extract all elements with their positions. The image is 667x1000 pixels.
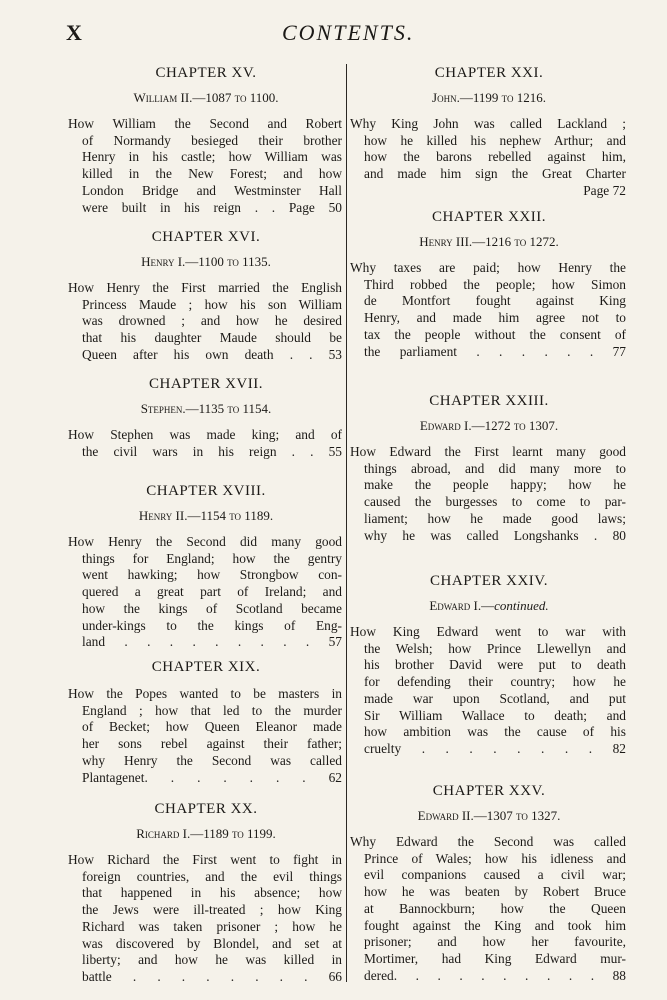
chapter-reign: Stephen.—1135 to 1154.: [140, 401, 272, 416]
summary-line: How Henry the Second did many good: [68, 534, 342, 549]
summary-line: Why King John was called Lackland ;: [350, 116, 626, 131]
summary-line: the parliament . . . . . . 77: [364, 343, 626, 359]
summary-line: that happened in his absence; how: [82, 885, 342, 901]
chapter-heading: CHAPTER XXI.: [434, 65, 544, 81]
chapter-xxiv: [352, 572, 626, 758]
summary-line: how the kings of Scotland became: [82, 600, 342, 616]
chapter-reign: Henry III.—1216 to 1272.: [419, 234, 559, 249]
summary-line: Prince of Wales; how his idleness and: [364, 850, 626, 866]
summary-line: his brother David were put to death: [364, 657, 626, 673]
chapter-summary: [352, 260, 626, 360]
chapter-xxiii: [352, 392, 626, 544]
chapter-summary: [352, 444, 626, 544]
chapter-reign-continued: continued.: [494, 598, 549, 613]
chapter-xix: [70, 658, 342, 786]
summary-line: Princess Maude ; how his son William: [82, 296, 342, 312]
chapter-xx: [70, 800, 342, 986]
summary-line: How the Popes wanted to be masters in: [68, 686, 342, 701]
summary-line: Mortimer, had King Edward mur-: [364, 950, 626, 966]
chapter-heading: CHAPTER XX.: [154, 801, 258, 817]
summary-line: quered a great part of Ireland; and: [82, 584, 342, 600]
summary-line: Henry in his castle; how William was: [82, 149, 342, 165]
page-number: X: [66, 20, 83, 45]
chapter-xvii: [70, 375, 342, 460]
chapter-summary: [352, 834, 626, 984]
summary-line: make the people happy; how he: [364, 477, 626, 493]
chapter-heading: CHAPTER XXV.: [432, 783, 546, 799]
summary-line: Why Edward the Second was called: [350, 834, 626, 849]
summary-line: How William the Second and Robert: [68, 116, 342, 131]
summary-line: liament; how he made good laws;: [364, 510, 626, 526]
summary-line: things abroad, and did many more to: [364, 460, 626, 476]
summary-line: Sir William Wallace to death; and: [364, 707, 626, 723]
summary-line: prisoner; and how her favourite,: [364, 934, 626, 950]
summary-line: land . . . . . . . . . 57: [82, 634, 342, 650]
chapter-reign: William II.—1087 to 1100.: [133, 90, 279, 105]
summary-line: and made him sign the Great Charter: [364, 166, 626, 182]
chapter-summary: [352, 116, 626, 200]
chapter-reign: [352, 598, 626, 614]
summary-line: killed in the New Forest; and how: [82, 166, 342, 182]
page-title: CONTENTS.: [282, 20, 415, 45]
summary-line: the Welsh; how Prince Llewellyn and: [364, 640, 626, 656]
chapter-summary: [70, 686, 342, 786]
summary-line: de Montfort fought against King: [364, 293, 626, 309]
summary-line: foreign countries, and the evil things: [82, 868, 342, 884]
column-divider: [346, 64, 347, 982]
chapter-reign: Edward II.—1307 to 1327.: [417, 808, 561, 823]
chapter-heading: CHAPTER XXIII.: [429, 393, 549, 409]
chapter-heading: CHAPTER XVI.: [151, 229, 261, 245]
summary-line: England ; how that led to the murder: [82, 702, 342, 718]
summary-line: how the barons rebelled against him,: [364, 149, 626, 165]
summary-line: made war upon Scotland, and put: [364, 690, 626, 706]
summary-line: was drowned ; and how he desired: [82, 313, 342, 329]
summary-line: at Bannockburn; how the Queen: [364, 900, 626, 916]
summary-line: the civil wars in his reign . . 55: [82, 443, 342, 459]
summary-line: dered. . . . . . . . . . 88: [364, 967, 626, 983]
chapter-heading: CHAPTER XV.: [155, 65, 257, 81]
summary-line: why he was called Longshanks . 80: [364, 527, 626, 543]
summary-line: the Jews were ill-treated ; how King: [82, 902, 342, 918]
chapter-xvi: [70, 228, 342, 364]
summary-line: how he killed his nephew Arthur; and: [364, 132, 626, 148]
summary-line: went hawking; how Strongbow con-: [82, 567, 342, 583]
chapter-reign: Richard I.—1189 to 1199.: [136, 826, 276, 841]
summary-line: of Normandy besieged their brother: [82, 132, 342, 148]
summary-line: things for England; how the gentry: [82, 550, 342, 566]
summary-line: liberty; and how he was killed in: [82, 952, 342, 968]
summary-line: How Richard the First went to fight in: [68, 852, 342, 867]
chapter-reign-name: Edward I.—: [429, 598, 495, 613]
chapter-reign: Henry II.—1154 to 1189.: [138, 508, 274, 523]
summary-line: Page 72: [583, 182, 626, 198]
chapter-reign: Edward I.—1272 to 1307.: [419, 418, 559, 433]
summary-line: Why taxes are paid; how Henry the: [350, 260, 626, 275]
chapter-reign: Henry I.—1100 to 1135.: [141, 254, 271, 269]
summary-line: for defending their country; how he: [364, 674, 626, 690]
summary-line: that his daughter Maude should be: [82, 330, 342, 346]
chapter-summary: [70, 534, 342, 651]
summary-line: battle . . . . . . . . 66: [82, 968, 342, 984]
chapter-xxv: [352, 782, 626, 984]
summary-line: tax the people without the consent of: [364, 326, 626, 342]
summary-line: Henry, and made him agree not to: [364, 310, 626, 326]
chapter-heading: CHAPTER XIX.: [151, 659, 261, 675]
summary-line: How Stephen was made king; and of: [68, 427, 342, 442]
chapter-xxi: [352, 64, 626, 200]
chapter-xxii: [352, 208, 626, 360]
chapter-heading: CHAPTER XVIII.: [146, 483, 266, 499]
summary-line: were built in his reign . . Page 50: [82, 199, 342, 215]
summary-line: how ambition was the cause of his: [364, 724, 626, 740]
summary-line: why Henry the Second was called: [82, 752, 342, 768]
summary-line: evil companions caused a civil war;: [364, 867, 626, 883]
chapter-summary: [70, 852, 342, 986]
summary-line: How Edward the First learnt many good: [350, 444, 626, 459]
chapter-xviii: [70, 482, 342, 651]
summary-line: How Henry the First married the English: [68, 280, 342, 295]
summary-line: London Bridge and Westminster Hall: [82, 182, 342, 198]
summary-line: caused the burgesses to come to par-: [364, 494, 626, 510]
chapter-heading: CHAPTER XXII.: [432, 209, 546, 225]
chapter-summary: [70, 116, 342, 216]
chapter-heading: CHAPTER XXIV.: [430, 573, 548, 589]
summary-line: under-kings to the kings of Eng-: [82, 617, 342, 633]
summary-line: her sons rebel against their father;: [82, 736, 342, 752]
summary-line: fought against the King and took him: [364, 917, 626, 933]
summary-line: Plantagenet. . . . . . . 62: [82, 769, 342, 785]
chapter-heading: CHAPTER XVII.: [149, 376, 263, 392]
summary-line: was discovered by Blondel, and set at: [82, 935, 342, 951]
page-header: [0, 14, 667, 54]
summary-line: cruelty . . . . . . . . 82: [364, 740, 626, 756]
chapter-xv: [70, 64, 342, 216]
chapter-summary: [352, 624, 626, 758]
summary-line: of Becket; how Queen Eleanor made: [82, 719, 342, 735]
summary-line: Richard was taken prisoner ; how he: [82, 918, 342, 934]
chapter-summary: [70, 427, 342, 460]
summary-line: how he was beaten by Robert Bruce: [364, 884, 626, 900]
chapter-reign: John.—1199 to 1216.: [432, 90, 546, 105]
summary-line: How King Edward went to war with: [350, 624, 626, 639]
summary-line: Queen after his own death . . 53: [82, 346, 342, 362]
summary-line: Third robbed the people; how Simon: [364, 276, 626, 292]
chapter-summary: [70, 280, 342, 364]
